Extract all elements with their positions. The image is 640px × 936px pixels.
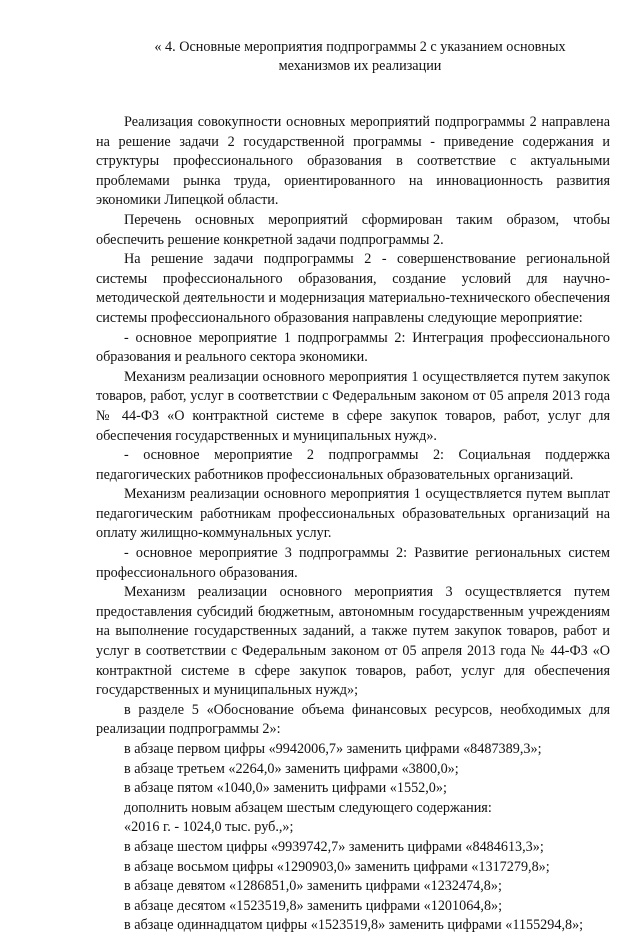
paragraph: - основное мероприятие 2 подпрограммы 2: Социальная поддержка педагогических работников профессиональных образовательных организаций.: [96, 447, 610, 483]
heading-line-1: « 4. Основные мероприятия подпрограммы 2 с указанием основных: [154, 39, 566, 55]
document-page: [96, 38, 610, 936]
paragraph: - основное мероприятие 1 подпрограммы 2: Интеграция профессионального образования и реального сектора экономики.: [96, 329, 610, 366]
paragraph: На решение задачи подпрограммы 2 - совершенствование региональной системы профессионального образования, создание условий для научно-методической деятельности и модернизация материально-технического обеспечения системы профессионального образования направлены следующие мероприятие:: [96, 251, 610, 326]
paragraph: Перечень основных мероприятий сформирован таким образом, чтобы обеспечить решение конкретной задачи подпрограммы 2.: [96, 211, 610, 248]
amendment-item: в абзаце одиннадцатом цифры «1523519,8» заменить цифрами «1155294,8»;: [124, 917, 584, 934]
paragraph: Механизм реализации основного мероприятия 1 осуществляется путем выплат педагогическим работникам профессиональных образовательных организаций на оплату жилищно-коммунальных услуг.: [96, 486, 610, 542]
amendment-item: в абзаце восьмом цифры «1290903,0» заменить цифрами «1317279,8»;: [124, 858, 550, 875]
paragraph: в разделе 5 «Обоснование объема финансовых ресурсов, необходимых для реализации подпрограммы 2»:: [96, 701, 610, 738]
amendment-item: в абзаце первом цифры «9942006,7» заменить цифрами «8487389,3»;: [124, 741, 542, 757]
section-heading: [96, 38, 610, 75]
amendment-item: «2016 г. - 1024,0 тыс. руб.,»;: [124, 819, 294, 836]
heading-line-2: механизмов их реализации: [278, 57, 442, 74]
amendment-item: в абзаце шестом цифры «9939742,7» заменить цифрами «8484613,3»;: [124, 838, 544, 855]
amendment-item: в абзаце третьем «2264,0» заменить цифрами «3800,0»;: [124, 760, 459, 777]
amendment-item: дополнить новым абзацем шестым следующего содержания:: [124, 799, 492, 816]
paragraph: Механизм реализации основного мероприятия 3 осуществляется путем предоставления субсидий бюджетным, автономным государственным учреждениям на выполнение государственных заданий, а также путем закупок товаров, работ и услуг в соответствии с Федеральным законом от 05 апреля 2013 года № 44-ФЗ «О контрактной системе в сфере закупок товаров, работ, услуг для обеспечения государственных и муниципальных нужд»;: [96, 584, 610, 699]
paragraph: Реализация совокупности основных мероприятий подпрограммы 2 направлена на решение задачи 2 государственной программы - приведение содержания и структуры профессионального образования в соответствие с актуальными проблемами рынка труда, ориентированного на инновационность развития экономики Липецкой области.: [96, 114, 610, 209]
paragraph: - основное мероприятие 3 подпрограммы 2: Развитие региональных систем профессионального образования.: [96, 545, 610, 581]
amendment-item: в абзаце десятом «1523519,8» заменить цифрами «1201064,8»;: [124, 897, 503, 914]
amendment-item: в абзаце девятом «1286851,0» заменить цифрами «1232474,8»;: [124, 878, 502, 895]
paragraph: Механизм реализации основного мероприятия 1 осуществляется путем закупок товаров, работ, услуг в соответствии с Федеральным законом от 05 апреля 2013 года № 44-ФЗ «О контрактной системе в сфере закупок товаров, работ, услуг для обеспечения государственных и муниципальных нужд».: [96, 368, 610, 444]
amendment-item: в абзаце пятом «1040,0» заменить цифрами «1552,0»;: [124, 780, 447, 797]
